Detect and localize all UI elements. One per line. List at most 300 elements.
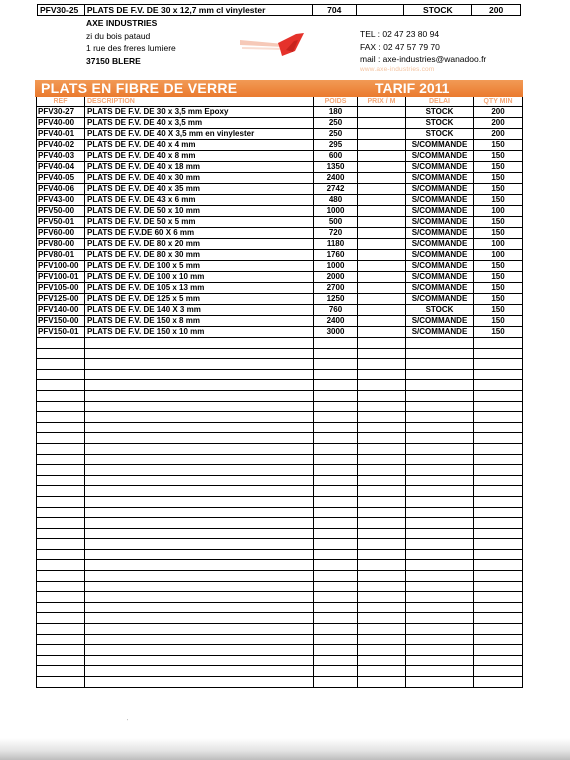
row-ref: PFV40-02 — [37, 140, 85, 151]
empty-cell — [406, 518, 474, 529]
row-delai: S/COMMANDE — [406, 173, 474, 184]
row-qty: 150 — [474, 305, 523, 316]
empty-cell — [314, 422, 358, 433]
company-address-line1: zi du bois pataud — [86, 30, 151, 41]
empty-cell — [314, 677, 358, 688]
empty-cell — [314, 645, 358, 656]
row-qty: 150 — [474, 327, 523, 338]
empty-cell — [358, 348, 406, 359]
row-qty: 150 — [474, 140, 523, 151]
empty-cell — [37, 465, 85, 476]
empty-cell — [406, 655, 474, 666]
empty-cell — [37, 645, 85, 656]
row-description: PLATS DE F.V. DE 43 x 6 mm — [85, 195, 314, 206]
table-header-row — [37, 97, 523, 107]
banner-title: PLATS EN FIBRE DE VERRE — [41, 80, 238, 96]
row-delai: S/COMMANDE — [406, 217, 474, 228]
row-prix — [358, 162, 406, 173]
table-row — [37, 261, 523, 272]
empty-cell — [314, 475, 358, 486]
row-ref: PFV80-01 — [37, 250, 85, 261]
empty-table-row — [37, 592, 523, 603]
row-poids: 720 — [314, 228, 358, 239]
empty-cell — [85, 666, 314, 677]
company-address-line2: 1 rue des freres lumiere — [86, 43, 176, 53]
empty-cell — [474, 528, 523, 539]
empty-cell — [85, 443, 314, 454]
empty-cell — [85, 338, 314, 349]
empty-cell — [85, 560, 314, 571]
empty-cell — [358, 475, 406, 486]
empty-cell — [474, 443, 523, 454]
row-description: PLATS DE F.V. DE 150 x 10 mm — [85, 327, 314, 338]
empty-cell — [474, 348, 523, 359]
empty-cell — [474, 422, 523, 433]
empty-cell — [474, 486, 523, 497]
empty-table-row — [37, 613, 523, 624]
empty-cell — [474, 677, 523, 688]
empty-cell — [37, 496, 85, 507]
empty-cell — [37, 507, 85, 518]
empty-table-row — [37, 390, 523, 401]
row-ref: PFV40-06 — [37, 184, 85, 195]
empty-cell — [406, 645, 474, 656]
row-prix — [358, 228, 406, 239]
empty-cell — [474, 645, 523, 656]
empty-cell — [358, 677, 406, 688]
empty-cell — [37, 390, 85, 401]
empty-cell — [85, 602, 314, 613]
row-description: PLATS DE F.V. DE 40 x 18 mm — [85, 162, 314, 173]
col-header-description: DESCRIPTION — [85, 97, 314, 107]
empty-table-row — [37, 443, 523, 454]
empty-cell — [314, 560, 358, 571]
contact-block — [360, 28, 486, 66]
table-row — [37, 250, 523, 261]
row-qty: 150 — [474, 162, 523, 173]
col-header-qty: QTY MIN — [474, 97, 523, 107]
row-description: PLATS DE F.V. DE 105 x 13 mm — [85, 283, 314, 294]
empty-cell — [314, 518, 358, 529]
col-header-ref: REF — [37, 97, 85, 107]
empty-cell — [85, 655, 314, 666]
empty-cell — [37, 359, 85, 370]
row-description: PLATS DE F.V. DE 100 x 10 mm — [85, 272, 314, 283]
empty-cell — [474, 518, 523, 529]
empty-cell — [474, 655, 523, 666]
row-delai: S/COMMANDE — [406, 206, 474, 217]
row-prix — [358, 250, 406, 261]
empty-cell — [474, 666, 523, 677]
row-delai: S/COMMANDE — [406, 316, 474, 327]
empty-table-row — [37, 539, 523, 550]
empty-cell — [358, 443, 406, 454]
empty-table-row — [37, 677, 523, 688]
empty-cell — [37, 401, 85, 412]
empty-cell — [406, 359, 474, 370]
empty-cell — [37, 518, 85, 529]
empty-cell — [314, 571, 358, 582]
empty-cell — [474, 581, 523, 592]
row-description: PLATS DE F.V. DE 40 x 8 mm — [85, 151, 314, 162]
table-row — [37, 305, 523, 316]
empty-cell — [314, 369, 358, 380]
empty-cell — [474, 475, 523, 486]
empty-cell — [474, 613, 523, 624]
empty-cell — [406, 507, 474, 518]
empty-cell — [37, 433, 85, 444]
empty-cell — [314, 401, 358, 412]
empty-cell — [37, 528, 85, 539]
row-delai: S/COMMANDE — [406, 239, 474, 250]
table-row — [37, 228, 523, 239]
row-poids: 2700 — [314, 283, 358, 294]
empty-cell — [474, 338, 523, 349]
empty-cell — [314, 592, 358, 603]
row-prix — [358, 129, 406, 140]
empty-cell — [474, 454, 523, 465]
row-poids: 500 — [314, 217, 358, 228]
row-description: PLATS DE F.V.DE 60 X 6 mm — [85, 228, 314, 239]
row-poids: 1000 — [314, 261, 358, 272]
empty-cell — [314, 666, 358, 677]
empty-cell — [314, 602, 358, 613]
row-prix — [358, 327, 406, 338]
row-qty: 200 — [474, 107, 523, 118]
empty-cell — [37, 338, 85, 349]
empty-cell — [358, 528, 406, 539]
table-row — [37, 129, 523, 140]
empty-cell — [85, 412, 314, 423]
table-row — [37, 316, 523, 327]
empty-cell — [37, 666, 85, 677]
row-description: PLATS DE F.V. DE 30 x 3,5 mm Epoxy — [85, 107, 314, 118]
row-qty: 150 — [474, 283, 523, 294]
row-description: PLATS DE F.V. DE 40 x 30 mm — [85, 173, 314, 184]
empty-cell — [358, 412, 406, 423]
empty-cell — [358, 359, 406, 370]
empty-cell — [358, 369, 406, 380]
row-prix — [358, 272, 406, 283]
empty-cell — [358, 486, 406, 497]
company-name: AXE INDUSTRIES — [86, 18, 158, 28]
empty-cell — [358, 380, 406, 391]
empty-table-row — [37, 666, 523, 677]
row-prix — [358, 316, 406, 327]
empty-cell — [37, 443, 85, 454]
empty-table-row — [37, 486, 523, 497]
empty-cell — [474, 571, 523, 582]
empty-cell — [37, 549, 85, 560]
empty-cell — [358, 496, 406, 507]
row-poids: 250 — [314, 118, 358, 129]
row-prix — [358, 261, 406, 272]
empty-cell — [358, 390, 406, 401]
row-prix — [358, 173, 406, 184]
empty-cell — [37, 369, 85, 380]
row-qty: 100 — [474, 239, 523, 250]
empty-cell — [474, 359, 523, 370]
empty-cell — [314, 433, 358, 444]
empty-cell — [314, 507, 358, 518]
row-description: PLATS DE F.V. DE 125 x 5 mm — [85, 294, 314, 305]
empty-table-row — [37, 338, 523, 349]
row-qty: 150 — [474, 261, 523, 272]
empty-cell — [37, 624, 85, 635]
row-ref: PFV100-00 — [37, 261, 85, 272]
empty-cell — [314, 412, 358, 423]
row-prix — [358, 239, 406, 250]
row-prix — [358, 206, 406, 217]
empty-table-row — [37, 634, 523, 645]
empty-cell — [85, 433, 314, 444]
row-poids: 1760 — [314, 250, 358, 261]
row-description: PLATS DE F.V. DE 40 X 3,5 mm en vinylester — [85, 129, 314, 140]
row-prix — [358, 217, 406, 228]
empty-cell — [406, 528, 474, 539]
empty-cell — [85, 475, 314, 486]
empty-cell — [85, 507, 314, 518]
empty-cell — [314, 486, 358, 497]
empty-cell — [358, 560, 406, 571]
row-prix — [358, 140, 406, 151]
row-delai: S/COMMANDE — [406, 261, 474, 272]
row-poids: 1180 — [314, 239, 358, 250]
empty-cell — [37, 412, 85, 423]
table-row — [37, 206, 523, 217]
empty-cell — [314, 581, 358, 592]
empty-table-row — [37, 475, 523, 486]
row-ref: PFV40-00 — [37, 118, 85, 129]
empty-cell — [358, 602, 406, 613]
empty-cell — [314, 655, 358, 666]
table-row — [37, 239, 523, 250]
row-poids: 2000 — [314, 272, 358, 283]
empty-cell — [406, 666, 474, 677]
empty-cell — [406, 549, 474, 560]
row-ref: PFV100-01 — [37, 272, 85, 283]
empty-cell — [85, 348, 314, 359]
empty-cell — [358, 433, 406, 444]
row-delai: STOCK — [406, 107, 474, 118]
row-poids: 3000 — [314, 327, 358, 338]
empty-cell — [37, 422, 85, 433]
row-poids: 1250 — [314, 294, 358, 305]
empty-cell — [314, 390, 358, 401]
row-delai: S/COMMANDE — [406, 294, 474, 305]
empty-cell — [358, 422, 406, 433]
empty-cell — [358, 666, 406, 677]
empty-cell — [85, 422, 314, 433]
top-row-qty: 200 — [489, 5, 504, 15]
row-description: PLATS DE F.V. DE 140 X 3 mm — [85, 305, 314, 316]
empty-cell — [474, 465, 523, 476]
empty-cell — [85, 592, 314, 603]
row-delai: S/COMMANDE — [406, 151, 474, 162]
row-ref: PFV125-00 — [37, 294, 85, 305]
row-poids: 760 — [314, 305, 358, 316]
row-delai: STOCK — [406, 129, 474, 140]
empty-cell — [314, 465, 358, 476]
empty-cell — [474, 433, 523, 444]
empty-cell — [85, 401, 314, 412]
row-description: PLATS DE F.V. DE 100 x 5 mm — [85, 261, 314, 272]
row-qty: 200 — [474, 118, 523, 129]
contact-mail: mail : axe-industries@wanadoo.fr — [360, 54, 487, 64]
row-qty: 150 — [474, 151, 523, 162]
row-ref: PFV30-27 — [37, 107, 85, 118]
empty-table-row — [37, 465, 523, 476]
empty-table-row — [37, 433, 523, 444]
empty-cell — [314, 624, 358, 635]
row-prix — [358, 151, 406, 162]
empty-cell — [85, 549, 314, 560]
empty-cell — [406, 454, 474, 465]
empty-cell — [406, 602, 474, 613]
empty-cell — [358, 454, 406, 465]
row-prix — [358, 107, 406, 118]
row-poids: 1000 — [314, 206, 358, 217]
row-poids: 295 — [314, 140, 358, 151]
empty-cell — [37, 602, 85, 613]
empty-table-row — [37, 581, 523, 592]
scan-edge-shadow — [0, 738, 570, 760]
empty-cell — [406, 465, 474, 476]
empty-cell — [474, 412, 523, 423]
empty-cell — [406, 475, 474, 486]
empty-cell — [37, 475, 85, 486]
col-header-prix: PRIX / M — [358, 97, 406, 107]
empty-cell — [37, 613, 85, 624]
row-qty: 150 — [474, 294, 523, 305]
row-description: PLATS DE F.V. DE 50 x 10 mm — [85, 206, 314, 217]
empty-cell — [314, 528, 358, 539]
empty-cell — [406, 496, 474, 507]
empty-table-row — [37, 422, 523, 433]
row-poids: 180 — [314, 107, 358, 118]
empty-cell — [85, 496, 314, 507]
empty-cell — [85, 645, 314, 656]
empty-cell — [406, 634, 474, 645]
empty-table-row — [37, 518, 523, 529]
empty-cell — [358, 634, 406, 645]
col-header-poids: POIDS — [314, 97, 358, 107]
row-delai: S/COMMANDE — [406, 272, 474, 283]
empty-table-row — [37, 496, 523, 507]
row-ref: PFV105-00 — [37, 283, 85, 294]
empty-cell — [85, 518, 314, 529]
empty-table-row — [37, 528, 523, 539]
row-qty: 150 — [474, 184, 523, 195]
row-prix — [358, 305, 406, 316]
empty-table-row — [37, 549, 523, 560]
row-ref: PFV60-00 — [37, 228, 85, 239]
empty-cell — [474, 602, 523, 613]
empty-cell — [85, 581, 314, 592]
row-delai: S/COMMANDE — [406, 250, 474, 261]
row-description: PLATS DE F.V. DE 40 x 3,5 mm — [85, 118, 314, 129]
empty-cell — [85, 539, 314, 550]
row-prix — [358, 118, 406, 129]
empty-cell — [406, 486, 474, 497]
row-qty: 100 — [474, 250, 523, 261]
empty-cell — [37, 454, 85, 465]
col-header-delai: DELAI — [406, 97, 474, 107]
empty-cell — [406, 369, 474, 380]
empty-cell — [474, 496, 523, 507]
row-delai: S/COMMANDE — [406, 162, 474, 173]
empty-cell — [406, 433, 474, 444]
empty-cell — [37, 539, 85, 550]
row-qty: 150 — [474, 316, 523, 327]
empty-cell — [314, 348, 358, 359]
red-brushstroke-logo-icon — [238, 30, 310, 60]
row-prix — [358, 195, 406, 206]
empty-cell — [358, 465, 406, 476]
row-poids: 480 — [314, 195, 358, 206]
row-description: PLATS DE F.V. DE 80 x 20 mm — [85, 239, 314, 250]
empty-cell — [85, 369, 314, 380]
empty-cell — [474, 634, 523, 645]
empty-cell — [474, 560, 523, 571]
row-delai: S/COMMANDE — [406, 195, 474, 206]
empty-cell — [85, 359, 314, 370]
top-row-prix — [357, 5, 405, 15]
row-ref: PFV40-03 — [37, 151, 85, 162]
empty-cell — [406, 571, 474, 582]
row-poids: 2400 — [314, 316, 358, 327]
empty-cell — [358, 338, 406, 349]
empty-cell — [358, 539, 406, 550]
table-row — [37, 195, 523, 206]
empty-cell — [406, 412, 474, 423]
row-qty: 150 — [474, 228, 523, 239]
empty-cell — [406, 677, 474, 688]
row-ref: PFV40-01 — [37, 129, 85, 140]
empty-cell — [358, 655, 406, 666]
empty-cell — [85, 624, 314, 635]
row-ref: PFV40-05 — [37, 173, 85, 184]
row-qty: 100 — [474, 206, 523, 217]
empty-cell — [474, 549, 523, 560]
table-row — [37, 107, 523, 118]
empty-table-row — [37, 454, 523, 465]
empty-cell — [474, 592, 523, 603]
top-row-ref: PFV30-25 — [38, 5, 85, 15]
empty-cell — [406, 390, 474, 401]
empty-cell — [406, 338, 474, 349]
row-delai: S/COMMANDE — [406, 283, 474, 294]
row-prix — [358, 283, 406, 294]
row-poids: 250 — [314, 129, 358, 140]
contact-tel: TEL : 02 47 23 80 94 — [360, 29, 440, 39]
empty-cell — [37, 571, 85, 582]
empty-cell — [37, 560, 85, 571]
empty-cell — [37, 581, 85, 592]
row-prix — [358, 184, 406, 195]
row-qty: 150 — [474, 195, 523, 206]
empty-cell — [406, 348, 474, 359]
table-row — [37, 184, 523, 195]
row-delai: S/COMMANDE — [406, 228, 474, 239]
row-poids: 600 — [314, 151, 358, 162]
title-banner — [35, 80, 523, 97]
empty-cell — [358, 624, 406, 635]
empty-table-row — [37, 645, 523, 656]
empty-table-row — [37, 560, 523, 571]
empty-cell — [314, 338, 358, 349]
empty-cell — [314, 380, 358, 391]
